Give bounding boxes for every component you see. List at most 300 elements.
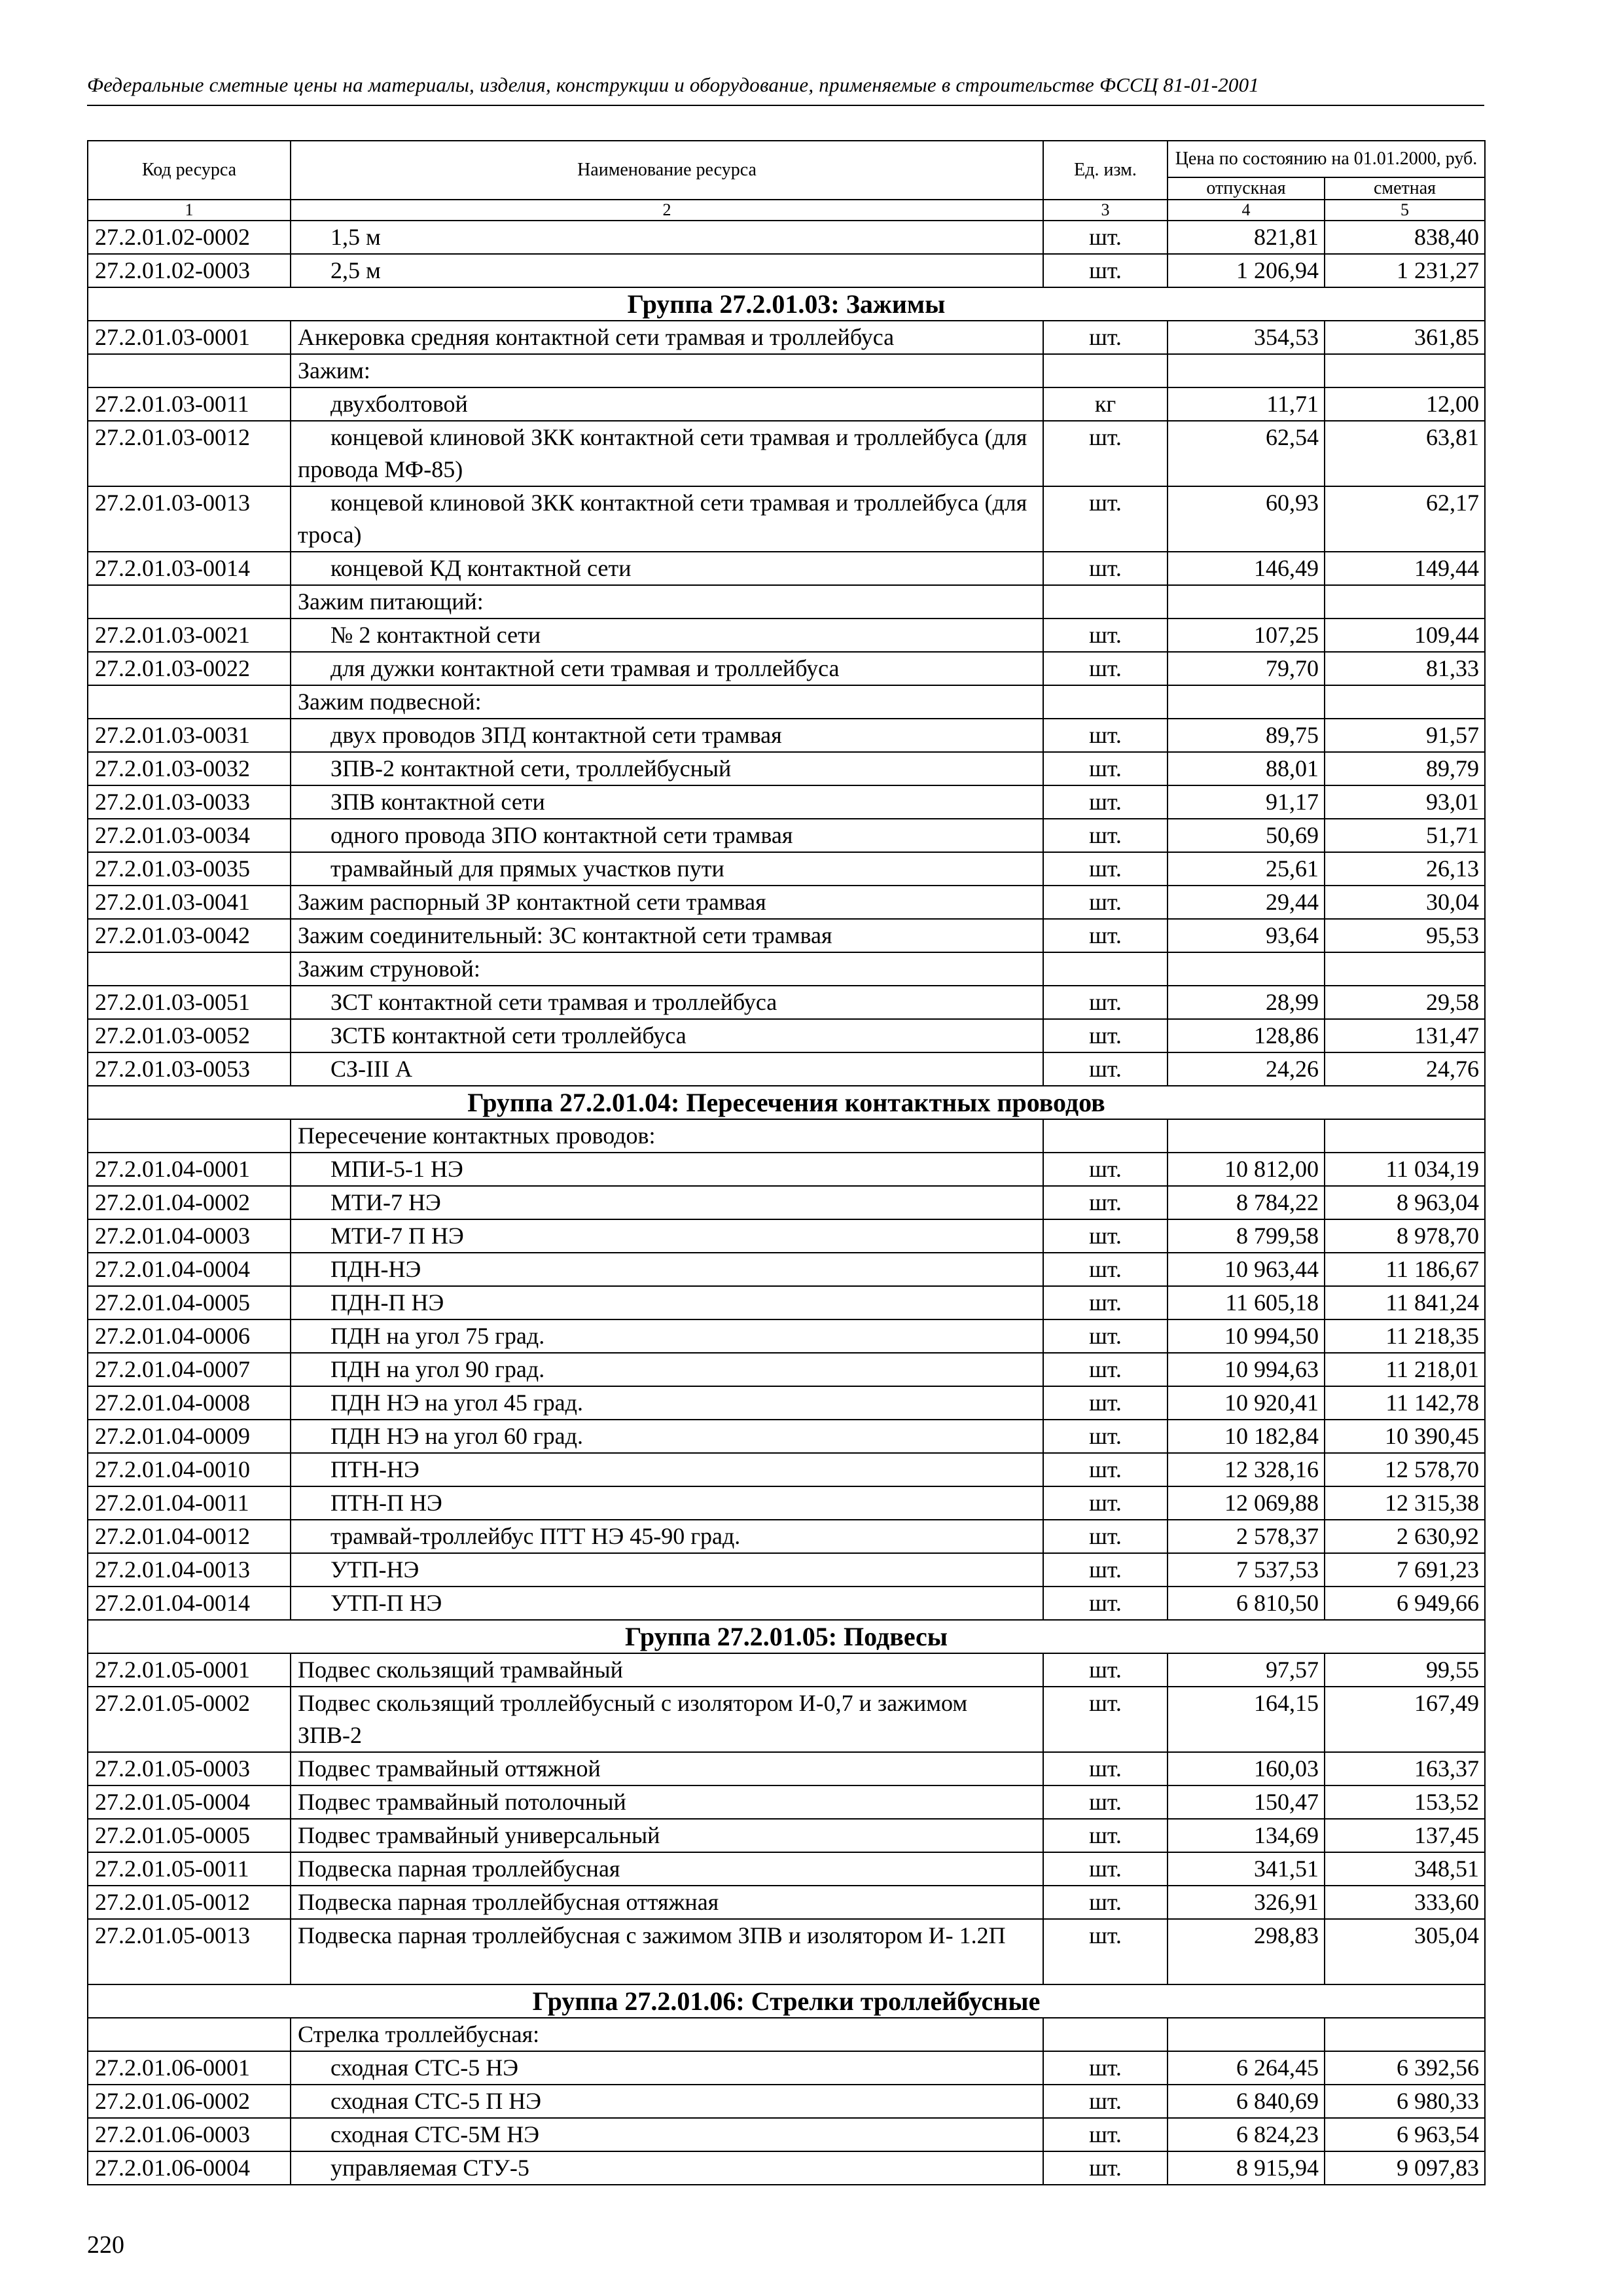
release-price-cell <box>1168 1119 1325 1153</box>
unit: шт. <box>1043 986 1168 1019</box>
table-row <box>88 719 1485 752</box>
unit: шт. <box>1043 1785 1168 1819</box>
unit: шт. <box>1043 1186 1168 1219</box>
unit: шт. <box>1043 652 1168 685</box>
resource-code: 27.2.01.04-0006 <box>88 1319 291 1353</box>
release-price: 326,91 <box>1168 1886 1325 1919</box>
resource-name: трамвайный для прямых участков пути <box>291 852 1043 886</box>
unit-cell <box>1043 354 1168 387</box>
table-row <box>88 886 1485 919</box>
unit: шт. <box>1043 886 1168 919</box>
unit: шт. <box>1043 1353 1168 1386</box>
resource-code: 27.2.01.03-0031 <box>88 719 291 752</box>
resource-name: ПДН-НЭ <box>291 1253 1043 1286</box>
release-price: 354,53 <box>1168 321 1325 354</box>
estimate-price: 93,01 <box>1325 785 1485 819</box>
group-header-row <box>88 1086 1485 1119</box>
unit: шт. <box>1043 1520 1168 1553</box>
release-price-cell <box>1168 2018 1325 2051</box>
resource-name: управляемая СТУ-5 <box>291 2151 1043 2185</box>
header-estimate-price: сметная <box>1325 177 1485 200</box>
unit: шт. <box>1043 321 1168 354</box>
estimate-price-cell <box>1325 585 1485 619</box>
resource-name: Подвес трамвайный потолочный <box>291 1785 1043 1819</box>
release-price: 50,69 <box>1168 819 1325 852</box>
resource-code: 27.2.01.03-0051 <box>88 986 291 1019</box>
group-title: Группа 27.2.01.05: Подвесы <box>88 1620 1485 1653</box>
table-row <box>88 1353 1485 1386</box>
table-row <box>88 785 1485 819</box>
unit: шт. <box>1043 2118 1168 2151</box>
table-row <box>88 1653 1485 1687</box>
resource-code: 27.2.01.05-0004 <box>88 1785 291 1819</box>
table-row <box>88 1886 1485 1919</box>
subheading-row <box>88 685 1485 719</box>
resource-name: концевой КД контактной сети <box>291 552 1043 585</box>
table-row <box>88 1852 1485 1886</box>
estimate-price: 89,79 <box>1325 752 1485 785</box>
resource-code: 27.2.01.05-0001 <box>88 1653 291 1687</box>
unit: шт. <box>1043 1052 1168 1086</box>
column-number: 2 <box>291 200 1043 221</box>
resource-code: 27.2.01.03-0022 <box>88 652 291 685</box>
estimate-price: 26,13 <box>1325 852 1485 886</box>
release-price: 6 840,69 <box>1168 2085 1325 2118</box>
subheading-row <box>88 1119 1485 1153</box>
resource-code-cell <box>88 585 291 619</box>
release-price: 164,15 <box>1168 1687 1325 1752</box>
resource-name: сходная СТС-5 НЭ <box>291 2051 1043 2085</box>
subheading-name: Зажим подвесной: <box>291 685 1043 719</box>
resource-code: 27.2.01.04-0007 <box>88 1353 291 1386</box>
resource-code: 27.2.01.04-0008 <box>88 1386 291 1420</box>
unit: шт. <box>1043 1819 1168 1852</box>
estimate-price: 62,17 <box>1325 486 1485 552</box>
table-row <box>88 986 1485 1019</box>
resource-name: УТП-П НЭ <box>291 1587 1043 1620</box>
resource-name: ПТН-П НЭ <box>291 1486 1043 1520</box>
release-price-cell <box>1168 354 1325 387</box>
unit: шт. <box>1043 1687 1168 1752</box>
resource-code-cell <box>88 2018 291 2051</box>
release-price: 6 264,45 <box>1168 2051 1325 2085</box>
unit: шт. <box>1043 1852 1168 1886</box>
estimate-price-cell <box>1325 2018 1485 2051</box>
unit: шт. <box>1043 486 1168 552</box>
resource-code-cell <box>88 1119 291 1153</box>
resource-code: 27.2.01.03-0021 <box>88 619 291 652</box>
estimate-price: 11 034,19 <box>1325 1153 1485 1186</box>
resource-name: 2,5 м <box>291 254 1043 287</box>
estimate-price: 10 390,45 <box>1325 1420 1485 1453</box>
resource-code: 27.2.01.03-0032 <box>88 752 291 785</box>
unit: шт. <box>1043 2051 1168 2085</box>
subheading-name: Зажим питающий: <box>291 585 1043 619</box>
resource-name: трамвай-троллейбус ПТТ НЭ 45-90 град. <box>291 1520 1043 1553</box>
resource-code: 27.2.01.04-0009 <box>88 1420 291 1453</box>
estimate-price: 8 963,04 <box>1325 1186 1485 1219</box>
release-price: 8 799,58 <box>1168 1219 1325 1253</box>
estimate-price-cell <box>1325 685 1485 719</box>
resource-name: ПДН НЭ на угол 45 град. <box>291 1386 1043 1420</box>
resource-code: 27.2.01.03-0014 <box>88 552 291 585</box>
column-number: 1 <box>88 200 291 221</box>
release-price: 10 994,63 <box>1168 1353 1325 1386</box>
resource-code: 27.2.01.03-0013 <box>88 486 291 552</box>
resource-name: двух проводов ЗПД контактной сети трамвая <box>291 719 1043 752</box>
resource-code: 27.2.01.04-0005 <box>88 1286 291 1319</box>
estimate-price: 305,04 <box>1325 1919 1485 1984</box>
release-price: 821,81 <box>1168 221 1325 254</box>
unit: шт. <box>1043 1386 1168 1420</box>
release-price: 60,93 <box>1168 486 1325 552</box>
resource-name: УТП-НЭ <box>291 1553 1043 1587</box>
estimate-price: 838,40 <box>1325 221 1485 254</box>
resource-code: 27.2.01.03-0042 <box>88 919 291 952</box>
resource-name: СЗ-III А <box>291 1052 1043 1086</box>
resource-name: концевой клиновой ЗКК контактной сети трамвая и троллейбуса (для провода МФ-85) <box>291 421 1043 486</box>
resource-name: № 2 контактной сети <box>291 619 1043 652</box>
column-number: 5 <box>1325 200 1485 221</box>
release-price: 7 537,53 <box>1168 1553 1325 1587</box>
estimate-price-cell <box>1325 354 1485 387</box>
resource-code: 27.2.01.03-0052 <box>88 1019 291 1052</box>
release-price: 10 963,44 <box>1168 1253 1325 1286</box>
subheading-name: Пересечение контактных проводов: <box>291 1119 1043 1153</box>
header-unit: Ед. изм. <box>1043 141 1168 200</box>
table-row <box>88 1219 1485 1253</box>
resource-name: одного провода ЗПО контактной сети трамвая <box>291 819 1043 852</box>
resource-name: МТИ-7 П НЭ <box>291 1219 1043 1253</box>
subheading-row <box>88 952 1485 986</box>
header-price: Цена по состоянию на 01.01.2000, руб. <box>1168 141 1485 177</box>
table-row <box>88 1253 1485 1286</box>
estimate-price: 29,58 <box>1325 986 1485 1019</box>
estimate-price: 24,76 <box>1325 1052 1485 1086</box>
release-price: 107,25 <box>1168 619 1325 652</box>
estimate-price: 63,81 <box>1325 421 1485 486</box>
estimate-price: 131,47 <box>1325 1019 1485 1052</box>
unit: шт. <box>1043 619 1168 652</box>
resource-name: сходная СТС-5М НЭ <box>291 2118 1043 2151</box>
estimate-price: 137,45 <box>1325 1819 1485 1852</box>
resource-name: ЗПВ-2 контактной сети, троллейбусный <box>291 752 1043 785</box>
resource-code: 27.2.01.04-0002 <box>88 1186 291 1219</box>
estimate-price: 109,44 <box>1325 619 1485 652</box>
resource-code: 27.2.01.03-0001 <box>88 321 291 354</box>
resource-code-cell <box>88 952 291 986</box>
resource-code-cell <box>88 685 291 719</box>
unit: шт. <box>1043 1453 1168 1486</box>
unit: шт. <box>1043 1019 1168 1052</box>
resource-code: 27.2.01.03-0034 <box>88 819 291 852</box>
release-price: 93,64 <box>1168 919 1325 952</box>
unit: шт. <box>1043 1653 1168 1687</box>
unit: шт. <box>1043 752 1168 785</box>
release-price-cell <box>1168 585 1325 619</box>
release-price: 29,44 <box>1168 886 1325 919</box>
table-row <box>88 819 1485 852</box>
table-row <box>88 1819 1485 1852</box>
column-number: 3 <box>1043 200 1168 221</box>
resource-name: для дужки контактной сети трамвая и троллейбуса <box>291 652 1043 685</box>
resource-name: Анкеровка средняя контактной сети трамвая и троллейбуса <box>291 321 1043 354</box>
estimate-price: 11 841,24 <box>1325 1286 1485 1319</box>
resource-name: ПДН-П НЭ <box>291 1286 1043 1319</box>
estimate-price: 1 231,27 <box>1325 254 1485 287</box>
release-price: 6 810,50 <box>1168 1587 1325 1620</box>
table-row <box>88 2051 1485 2085</box>
release-price: 88,01 <box>1168 752 1325 785</box>
group-header-row <box>88 287 1485 321</box>
estimate-price: 12,00 <box>1325 387 1485 421</box>
table-row <box>88 552 1485 585</box>
resource-name: Подвес трамвайный универсальный <box>291 1819 1043 1852</box>
group-title: Группа 27.2.01.04: Пересечения контактных проводов <box>88 1086 1485 1119</box>
release-price: 11 605,18 <box>1168 1286 1325 1319</box>
unit: шт. <box>1043 1219 1168 1253</box>
release-price: 28,99 <box>1168 986 1325 1019</box>
resource-name: ПТН-НЭ <box>291 1453 1043 1486</box>
table-row <box>88 2151 1485 2185</box>
unit-cell <box>1043 952 1168 986</box>
estimate-price: 2 630,92 <box>1325 1520 1485 1553</box>
unit: шт. <box>1043 785 1168 819</box>
release-price: 10 920,41 <box>1168 1386 1325 1420</box>
unit-cell <box>1043 585 1168 619</box>
table-row <box>88 254 1485 287</box>
estimate-price-cell <box>1325 952 1485 986</box>
estimate-price: 167,49 <box>1325 1687 1485 1752</box>
table-row <box>88 221 1485 254</box>
unit: шт. <box>1043 1553 1168 1587</box>
release-price: 6 824,23 <box>1168 2118 1325 2151</box>
table-row <box>88 1186 1485 1219</box>
table-row <box>88 919 1485 952</box>
resource-code: 27.2.01.06-0004 <box>88 2151 291 2185</box>
release-price: 10 994,50 <box>1168 1319 1325 1353</box>
resource-code: 27.2.01.03-0012 <box>88 421 291 486</box>
resource-name: Подвеска парная троллейбусная оттяжная <box>291 1886 1043 1919</box>
table-row <box>88 1486 1485 1520</box>
table-row <box>88 1785 1485 1819</box>
estimate-price: 12 315,38 <box>1325 1486 1485 1520</box>
resource-name: ЗСТБ контактной сети троллейбуса <box>291 1019 1043 1052</box>
estimate-price: 6 392,56 <box>1325 2051 1485 2085</box>
release-price: 24,26 <box>1168 1052 1325 1086</box>
unit: шт. <box>1043 2151 1168 2185</box>
resource-name: Подвеска парная троллейбусная <box>291 1852 1043 1886</box>
resource-name: МПИ-5-1 НЭ <box>291 1153 1043 1186</box>
release-price: 146,49 <box>1168 552 1325 585</box>
table-row <box>88 752 1485 785</box>
resource-name: концевой клиновой ЗКК контактной сети трамвая и троллейбуса (для троса) <box>291 486 1043 552</box>
resource-code-cell <box>88 354 291 387</box>
resource-code: 27.2.01.05-0002 <box>88 1687 291 1752</box>
subheading-name: Зажим: <box>291 354 1043 387</box>
price-table <box>87 140 1486 2185</box>
release-price: 11,71 <box>1168 387 1325 421</box>
unit: шт. <box>1043 919 1168 952</box>
table-row <box>88 1752 1485 1785</box>
table-header <box>88 141 1485 221</box>
table-row <box>88 2118 1485 2151</box>
resource-code: 27.2.01.04-0003 <box>88 1219 291 1253</box>
release-price: 1 206,94 <box>1168 254 1325 287</box>
release-price-cell <box>1168 952 1325 986</box>
estimate-price: 9 097,83 <box>1325 2151 1485 2185</box>
table-row <box>88 652 1485 685</box>
estimate-price: 348,51 <box>1325 1852 1485 1886</box>
estimate-price: 99,55 <box>1325 1653 1485 1687</box>
resource-code: 27.2.01.04-0014 <box>88 1587 291 1620</box>
table-row <box>88 1453 1485 1486</box>
estimate-price: 149,44 <box>1325 552 1485 585</box>
table-row <box>88 619 1485 652</box>
release-price: 12 069,88 <box>1168 1486 1325 1520</box>
resource-code: 27.2.01.02-0002 <box>88 221 291 254</box>
table-row <box>88 1019 1485 1052</box>
table-row <box>88 1587 1485 1620</box>
unit: шт. <box>1043 1919 1168 1984</box>
unit: шт. <box>1043 1153 1168 1186</box>
resource-name: Зажим распорный ЗР контактной сети трамвая <box>291 886 1043 919</box>
unit: шт. <box>1043 1886 1168 1919</box>
resource-name: 1,5 м <box>291 221 1043 254</box>
table-row <box>88 1386 1485 1420</box>
unit-cell <box>1043 685 1168 719</box>
resource-code: 27.2.01.06-0002 <box>88 2085 291 2118</box>
release-price: 8 915,94 <box>1168 2151 1325 2185</box>
estimate-price: 163,37 <box>1325 1752 1485 1785</box>
estimate-price: 12 578,70 <box>1325 1453 1485 1486</box>
unit: шт. <box>1043 719 1168 752</box>
resource-name: двухболтовой <box>291 387 1043 421</box>
resource-name: ПДН НЭ на угол 60 град. <box>291 1420 1043 1453</box>
unit: шт. <box>1043 1319 1168 1353</box>
unit: шт. <box>1043 852 1168 886</box>
resource-code: 27.2.01.04-0013 <box>88 1553 291 1587</box>
resource-code: 27.2.01.03-0011 <box>88 387 291 421</box>
estimate-price: 8 978,70 <box>1325 1219 1485 1253</box>
header-release-price: отпускная <box>1168 177 1325 200</box>
release-price: 10 812,00 <box>1168 1153 1325 1186</box>
resource-code: 27.2.01.03-0033 <box>88 785 291 819</box>
unit: шт. <box>1043 1420 1168 1453</box>
resource-code: 27.2.01.05-0003 <box>88 1752 291 1785</box>
resource-code: 27.2.01.05-0013 <box>88 1919 291 1984</box>
table-body <box>88 221 1485 2185</box>
page-number: 220 <box>87 2231 124 2259</box>
estimate-price: 91,57 <box>1325 719 1485 752</box>
group-title: Группа 27.2.01.03: Зажимы <box>88 287 1485 321</box>
header-name: Наименование ресурса <box>291 141 1043 200</box>
resource-code: 27.2.01.05-0012 <box>88 1886 291 1919</box>
unit: шт. <box>1043 221 1168 254</box>
release-price: 134,69 <box>1168 1819 1325 1852</box>
unit: шт. <box>1043 2085 1168 2118</box>
resource-name: Подвес скользящий трамвайный <box>291 1653 1043 1687</box>
resource-code: 27.2.01.03-0041 <box>88 886 291 919</box>
estimate-price: 7 691,23 <box>1325 1553 1485 1587</box>
unit: шт. <box>1043 1752 1168 1785</box>
unit: шт. <box>1043 1486 1168 1520</box>
resource-code: 27.2.01.03-0053 <box>88 1052 291 1086</box>
release-price: 89,75 <box>1168 719 1325 752</box>
estimate-price: 95,53 <box>1325 919 1485 952</box>
release-price: 150,47 <box>1168 1785 1325 1819</box>
resource-code: 27.2.01.04-0001 <box>88 1153 291 1186</box>
release-price: 97,57 <box>1168 1653 1325 1687</box>
resource-name: МТИ-7 НЭ <box>291 1186 1043 1219</box>
release-price: 160,03 <box>1168 1752 1325 1785</box>
table-row <box>88 1153 1485 1186</box>
estimate-price: 153,52 <box>1325 1785 1485 1819</box>
resource-code: 27.2.01.04-0011 <box>88 1486 291 1520</box>
unit: шт. <box>1043 819 1168 852</box>
release-price: 79,70 <box>1168 652 1325 685</box>
unit: шт. <box>1043 552 1168 585</box>
table-row <box>88 1687 1485 1752</box>
release-price: 8 784,22 <box>1168 1186 1325 1219</box>
table-row <box>88 486 1485 552</box>
group-header-row <box>88 1620 1485 1653</box>
estimate-price: 11 186,67 <box>1325 1253 1485 1286</box>
table-row <box>88 387 1485 421</box>
resource-name: сходная СТС-5 П НЭ <box>291 2085 1043 2118</box>
subheading-row <box>88 585 1485 619</box>
resource-name: Зажим соединительный: ЗС контактной сети трамвая <box>291 919 1043 952</box>
release-price: 91,17 <box>1168 785 1325 819</box>
header-code: Код ресурса <box>88 141 291 200</box>
estimate-price: 6 949,66 <box>1325 1587 1485 1620</box>
estimate-price: 11 142,78 <box>1325 1386 1485 1420</box>
release-price: 12 328,16 <box>1168 1453 1325 1486</box>
subheading-name: Зажим струновой: <box>291 952 1043 986</box>
running-header: Федеральные сметные цены на материалы, изделия, конструкции и оборудование, применяемые в строительстве ФССЦ 81-01-2001 <box>87 73 1260 96</box>
resource-code: 27.2.01.06-0001 <box>88 2051 291 2085</box>
estimate-price: 81,33 <box>1325 652 1485 685</box>
column-number: 4 <box>1168 200 1325 221</box>
resource-name: Подвес трамвайный оттяжной <box>291 1752 1043 1785</box>
estimate-price: 11 218,01 <box>1325 1353 1485 1386</box>
resource-name: ЗСТ контактной сети трамвая и троллейбуса <box>291 986 1043 1019</box>
group-header-row <box>88 1984 1485 2018</box>
estimate-price-cell <box>1325 1119 1485 1153</box>
resource-code: 27.2.01.04-0010 <box>88 1453 291 1486</box>
header-rule <box>87 105 1484 106</box>
table-row <box>88 852 1485 886</box>
release-price: 341,51 <box>1168 1852 1325 1886</box>
resource-name: ЗПВ контактной сети <box>291 785 1043 819</box>
unit: шт. <box>1043 1253 1168 1286</box>
unit: шт. <box>1043 421 1168 486</box>
table-row <box>88 1420 1485 1453</box>
table-row <box>88 1520 1485 1553</box>
unit: шт. <box>1043 1286 1168 1319</box>
table-row <box>88 2085 1485 2118</box>
release-price: 10 182,84 <box>1168 1420 1325 1453</box>
subheading-name: Стрелка троллейбусная: <box>291 2018 1043 2051</box>
release-price: 298,83 <box>1168 1919 1325 1984</box>
resource-code: 27.2.01.03-0035 <box>88 852 291 886</box>
resource-name: ПДН на угол 90 град. <box>291 1353 1043 1386</box>
release-price: 62,54 <box>1168 421 1325 486</box>
resource-code: 27.2.01.05-0011 <box>88 1852 291 1886</box>
release-price-cell <box>1168 685 1325 719</box>
resource-name: Подвеска парная троллейбусная с зажимом ЗПВ и изолятором И- 1.2П <box>291 1919 1043 1984</box>
estimate-price: 361,85 <box>1325 321 1485 354</box>
